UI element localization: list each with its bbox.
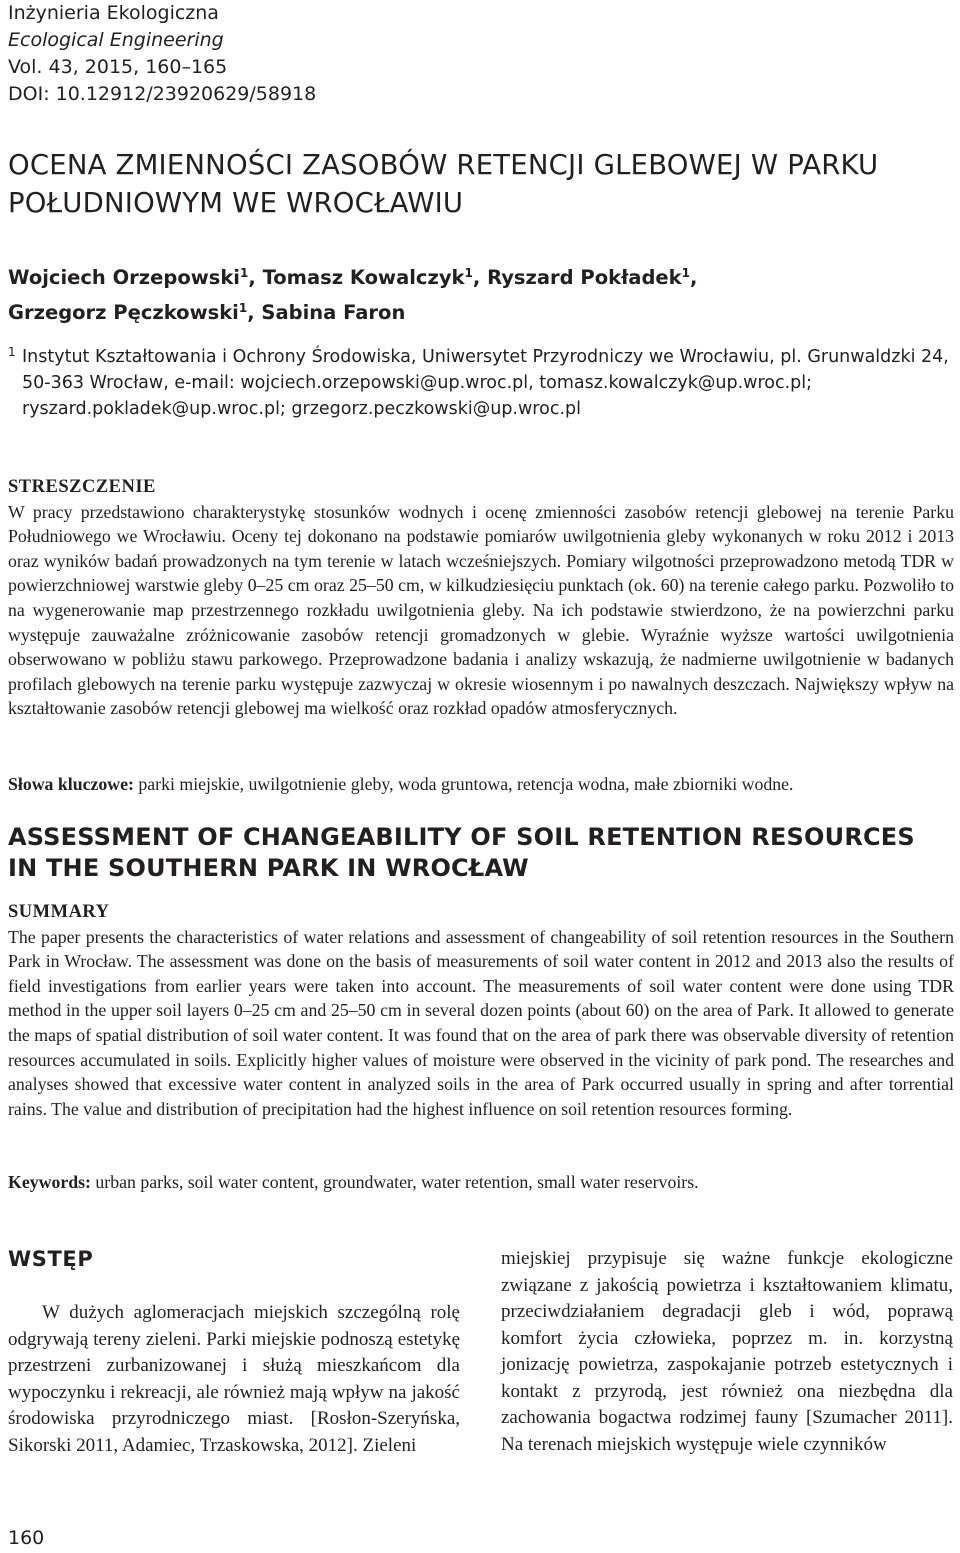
keywords-pl-label: Słowa kluczowe: — [8, 774, 134, 794]
keywords-pl-text: parki miejskie, uwilgotnienie gleby, woda gruntowa, retencja wodna, małe zbiorniki wodne. — [133, 774, 794, 794]
journal-name-pl: Inżynieria Ekologiczna — [8, 2, 219, 24]
affiliation-mark: 1 — [238, 301, 248, 315]
journal-header — [8, 0, 316, 108]
author-name: Tomasz Kowalczyk — [262, 266, 465, 289]
abstract-pl-text: W pracy przedstawiono charakterystykę stosunków wodnych i ocenę zmienności zasobów retencji glebowej na terenie Parku Południowego we Wrocławiu. Oceny tej dokonano na podstawie pomiarów uwilgotnienia gleby wykonanych w roku 2012 i 2013 oraz wyników badań prowadzonych na tym terenie w latach wcześniejszych. Pomiary wilgotności przeprowadzono metodą TDR w powierzchniowej warstwie gleby 0–25 cm oraz 25–50 cm, w kilkudziesięciu punktach (ok. 60) na terenie całego parku. Pozwoliło to na wygenerowanie map przestrzennego rozkładu uwilgotnienia gleby. Na ich podstawie stwierdzono, że na powierzchni parku występuje zauważalne zróżnicowanie zasobów retencji gromadzonych w glebie. Wyraźnie wyższe wartości uwilgotnienia obserwowano w pobliżu stawu parkowego. Przeprowadzone badania i analizy wskazują, że nadmierne uwilgotnienie w badanych profilach glebowych na terenie parku występuje zazwyczaj w okresie wiosennym i po nawalnych deszczach. Największy wpływ na kształtowanie zasobów retencji glebowej ma wielkość oraz rozkład opadów atmosferycznych. — [8, 501, 954, 719]
affiliation — [8, 344, 952, 422]
journal-name-en: Ecological Engineering — [8, 29, 224, 51]
author-name: Sabina Faron — [261, 301, 406, 324]
abstract-en — [8, 900, 954, 1121]
keywords-en-text: urban parks, soil water content, groundwater, water retention, small water reservoirs. — [90, 1172, 699, 1192]
intro-paragraph: W dużych aglomeracjach miejskich szczególną rolę odgrywają tereny zieleni. Parki miejskie podnoszą estetykę przestrzeni zurbanizowanej i służą mieszkańcom dla wypoczynku i rekreacji, ale również mają wpływ na jakość środowiska przyrodniczego miast. [Rosłon-Szeryńska, Sikorski 2011, Adamiec, Trzaskowska, 2012]. Zieleni — [8, 1302, 460, 1456]
intro-paragraph-continued: miejskiej przypisuje się ważne funkcje ekologiczne związane z jakością powietrza i kształtowaniem klimatu, przeciwdziałaniem degradacji gleb i wód, poprawą komfort życia człowieka, poprzez m. in. korzystną jonizację powietrza, zaspokajanie potrzeb estetycznych i kontakt z przyrodą, jest również ona niezbędna dla zachowania bogactwa rodzimej fauny [Szumacher 2011]. Na terenach miejskich występuje wiele czynników — [501, 1248, 953, 1455]
keywords-en-label: Keywords: — [8, 1172, 91, 1192]
author-list: Wojciech Orzepowski$^1$, Tomasz Kowalczyk$^1$, Ryszard Pokładek$^1$, Grzegorz Pęczkowski$^1$, Sabina Faron — [8, 266, 698, 324]
author-name: Ryszard Pokładek — [487, 266, 682, 289]
affiliation-number: 1 — [8, 345, 16, 359]
intro-column-left — [8, 1300, 460, 1459]
page-number: 160 — [8, 1527, 45, 1549]
abstract-pl-heading: STRESZCZENIE — [8, 477, 156, 497]
section-heading-intro: WSTĘP — [8, 1247, 94, 1271]
affiliation-text: Instytut Kształtowania i Ochrony Środowiska, Uniwersytet Przyrodniczy we Wrocławiu, pl. Grunwaldzki 24, 50-363 Wrocław, e-mail: wojciech.orzepowski@up.wroc.pl, tomasz.kowalczyk@up.wroc.pl; ryszard.pokladek@up.wroc.pl; grzegorz.peczkowski@up.wroc.pl — [22, 347, 949, 419]
article-title-pl: OCENA ZMIENNOŚCI ZASOBÓW RETENCJI GLEBOWEJ W PARKU POŁUDNIOWYM WE WROCŁAWIU — [8, 149, 879, 219]
intro-column-right — [501, 1246, 953, 1458]
author-name: Grzegorz Pęczkowski — [8, 301, 239, 324]
journal-volume: Vol. 43, 2015, 160–165 — [8, 56, 228, 78]
author-name: Wojciech Orzepowski — [8, 266, 240, 289]
affiliation-mark: 1 — [464, 266, 473, 280]
article-title-en: ASSESSMENT OF CHANGEABILITY OF SOIL RETENTION RESOURCES IN THE SOUTHERN PARK IN WROCŁAW — [8, 823, 915, 882]
abstract-pl — [8, 475, 954, 721]
abstract-en-heading: SUMMARY — [8, 902, 110, 922]
affiliation-mark: 1 — [681, 266, 690, 280]
keywords-en — [8, 1170, 954, 1194]
abstract-en-text: The paper presents the characteristics of water relations and assessment of changeability of soil retention resources in the Southern Park in Wrocław. The assessment was done on the basis of measurements of soil water content in 2012 and 2013 also the results of field investigations from earlier years were taken into account. The measurements of soil water content were done using TDR method in the upper soil layers 0–25 cm and 25–50 cm in several dozen points (about 60) on the area of Park. It allowed to generate the maps of spatial distribution of soil water content. It was found that on the area of park there was observable diversity of retention resources accumulated in soils. Explicitly higher values of moisture were observed in the vicinity of park pond. The researches and analyses showed that excessive water content in analyzed soils in the area of Park occurred usually in spring and after torrential rains. The value and distribution of precipitation had the highest influence on soil retention resources forming. — [8, 926, 954, 1119]
keywords-pl — [8, 772, 954, 796]
journal-doi: DOI: 10.12912/23920629/58918 — [8, 83, 317, 105]
affiliation-mark: 1 — [240, 266, 249, 280]
